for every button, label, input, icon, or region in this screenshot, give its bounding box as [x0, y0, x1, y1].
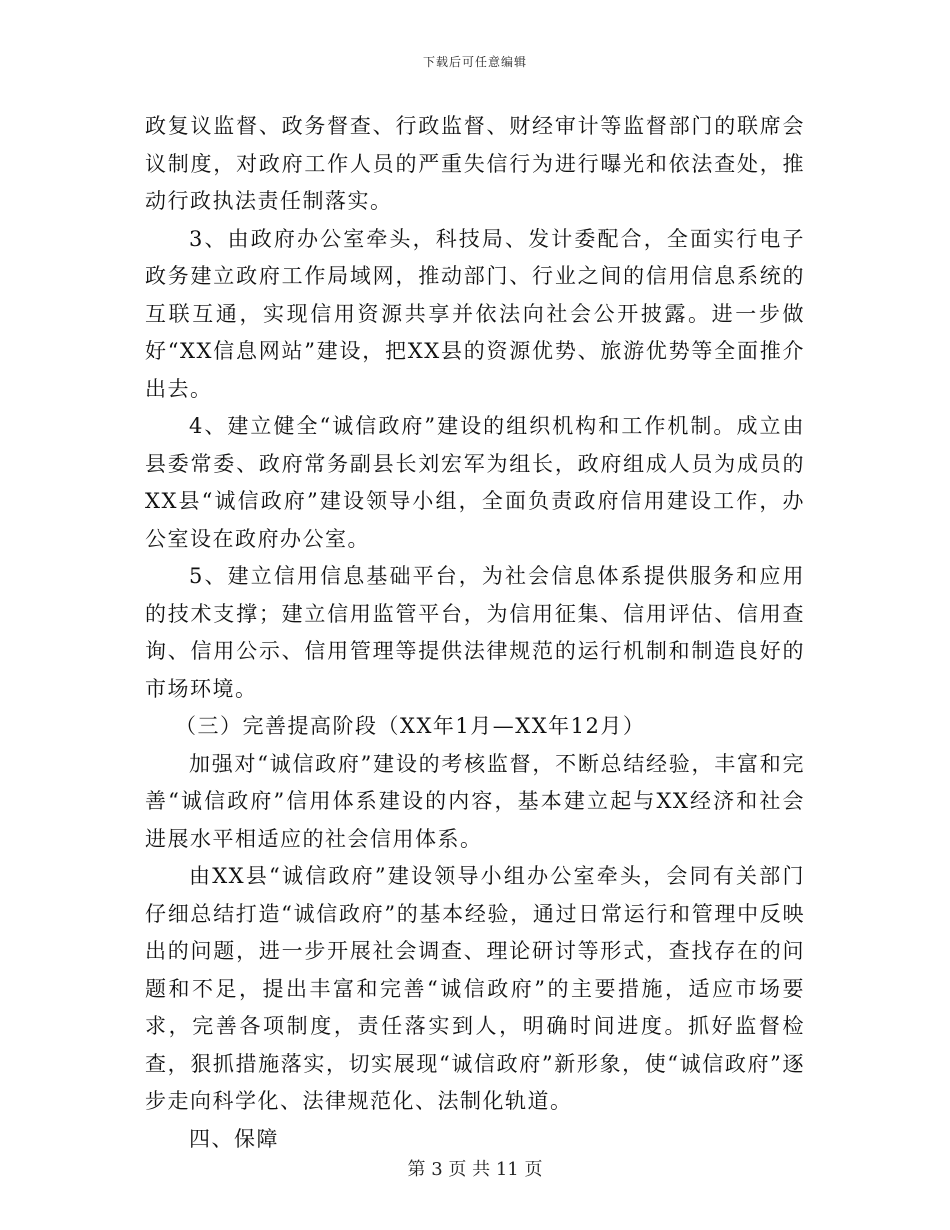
document-body	[145, 108, 805, 1158]
section-heading-safeguards: 四、保障	[189, 1126, 279, 1151]
section-heading-stage-3: （三）完善提高阶段（XX年1月—XX年12月）	[175, 714, 646, 738]
page-footer: 第 3 页 共 11 页	[407, 1159, 543, 1180]
paragraph-stage-3-summary: 加强对“诚信政府”建设的考核监督，不断总结经验，丰富和完善“诚信政府”信用体系建设的内容，基本建立起与XX经济和社会进展水平相适应的社会信用体系。	[145, 751, 805, 851]
paragraph-item-5: 5、建立信用信息基础平台，为社会信息体系提供服务和应用的技术支撑；建立信用监管平台，为信用征集、信用评估、信用查询、信用公示、信用管理等提供法律规范的运行机制和制造良好的市场环境。	[145, 564, 805, 701]
paragraph-item-4: 4、建立健全“诚信政府”建设的组织机构和工作机制。成立由县委常委、政府常务副县长刘宏军为组长，政府组成人员为成员的XX县“诚信政府”建设领导小组，全面负责政府信用建设工作，办公室设在政府办公室。	[145, 414, 805, 551]
page-header: 下载后可任意编辑	[422, 55, 527, 69]
paragraph-stage-3-detail: 由XX县“诚信政府”建设领导小组办公室牵头，会同有关部门仔细总结打造“诚信政府”的基本经验，通过日常运行和管理中反映出的问题，进一步开展社会调查、理论研讨等形式，查找存在的问题和不足，提出丰富和完善“诚信政府”的主要措施，适应市场要求，完善各项制度，责任落实到人，明确时间进度。抓好监督检查，狠抓措施落实，切实展现“诚信政府”新形象，使“诚信政府”逐步走向科学化、法律规范化、法制化轨道。	[145, 864, 805, 1113]
paragraph-item-3: 3、由政府办公室牵头，科技局、发计委配合，全面实行电子政务建立政府工作局域网，推动部门、行业之间的信用信息系统的互联互通，实现信用资源共享并依法向社会公开披露。进一步做好“XX信息网站”建设，把XX县的资源优势、旅游优势等全面推介出去。	[145, 226, 805, 401]
paragraph-continuation: 政复议监督、政务督查、行政监督、财经审计等监督部门的联席会议制度，对政府工作人员的严重失信行为进行曝光和依法查处，推动行政执法责任制落实。	[145, 114, 805, 213]
